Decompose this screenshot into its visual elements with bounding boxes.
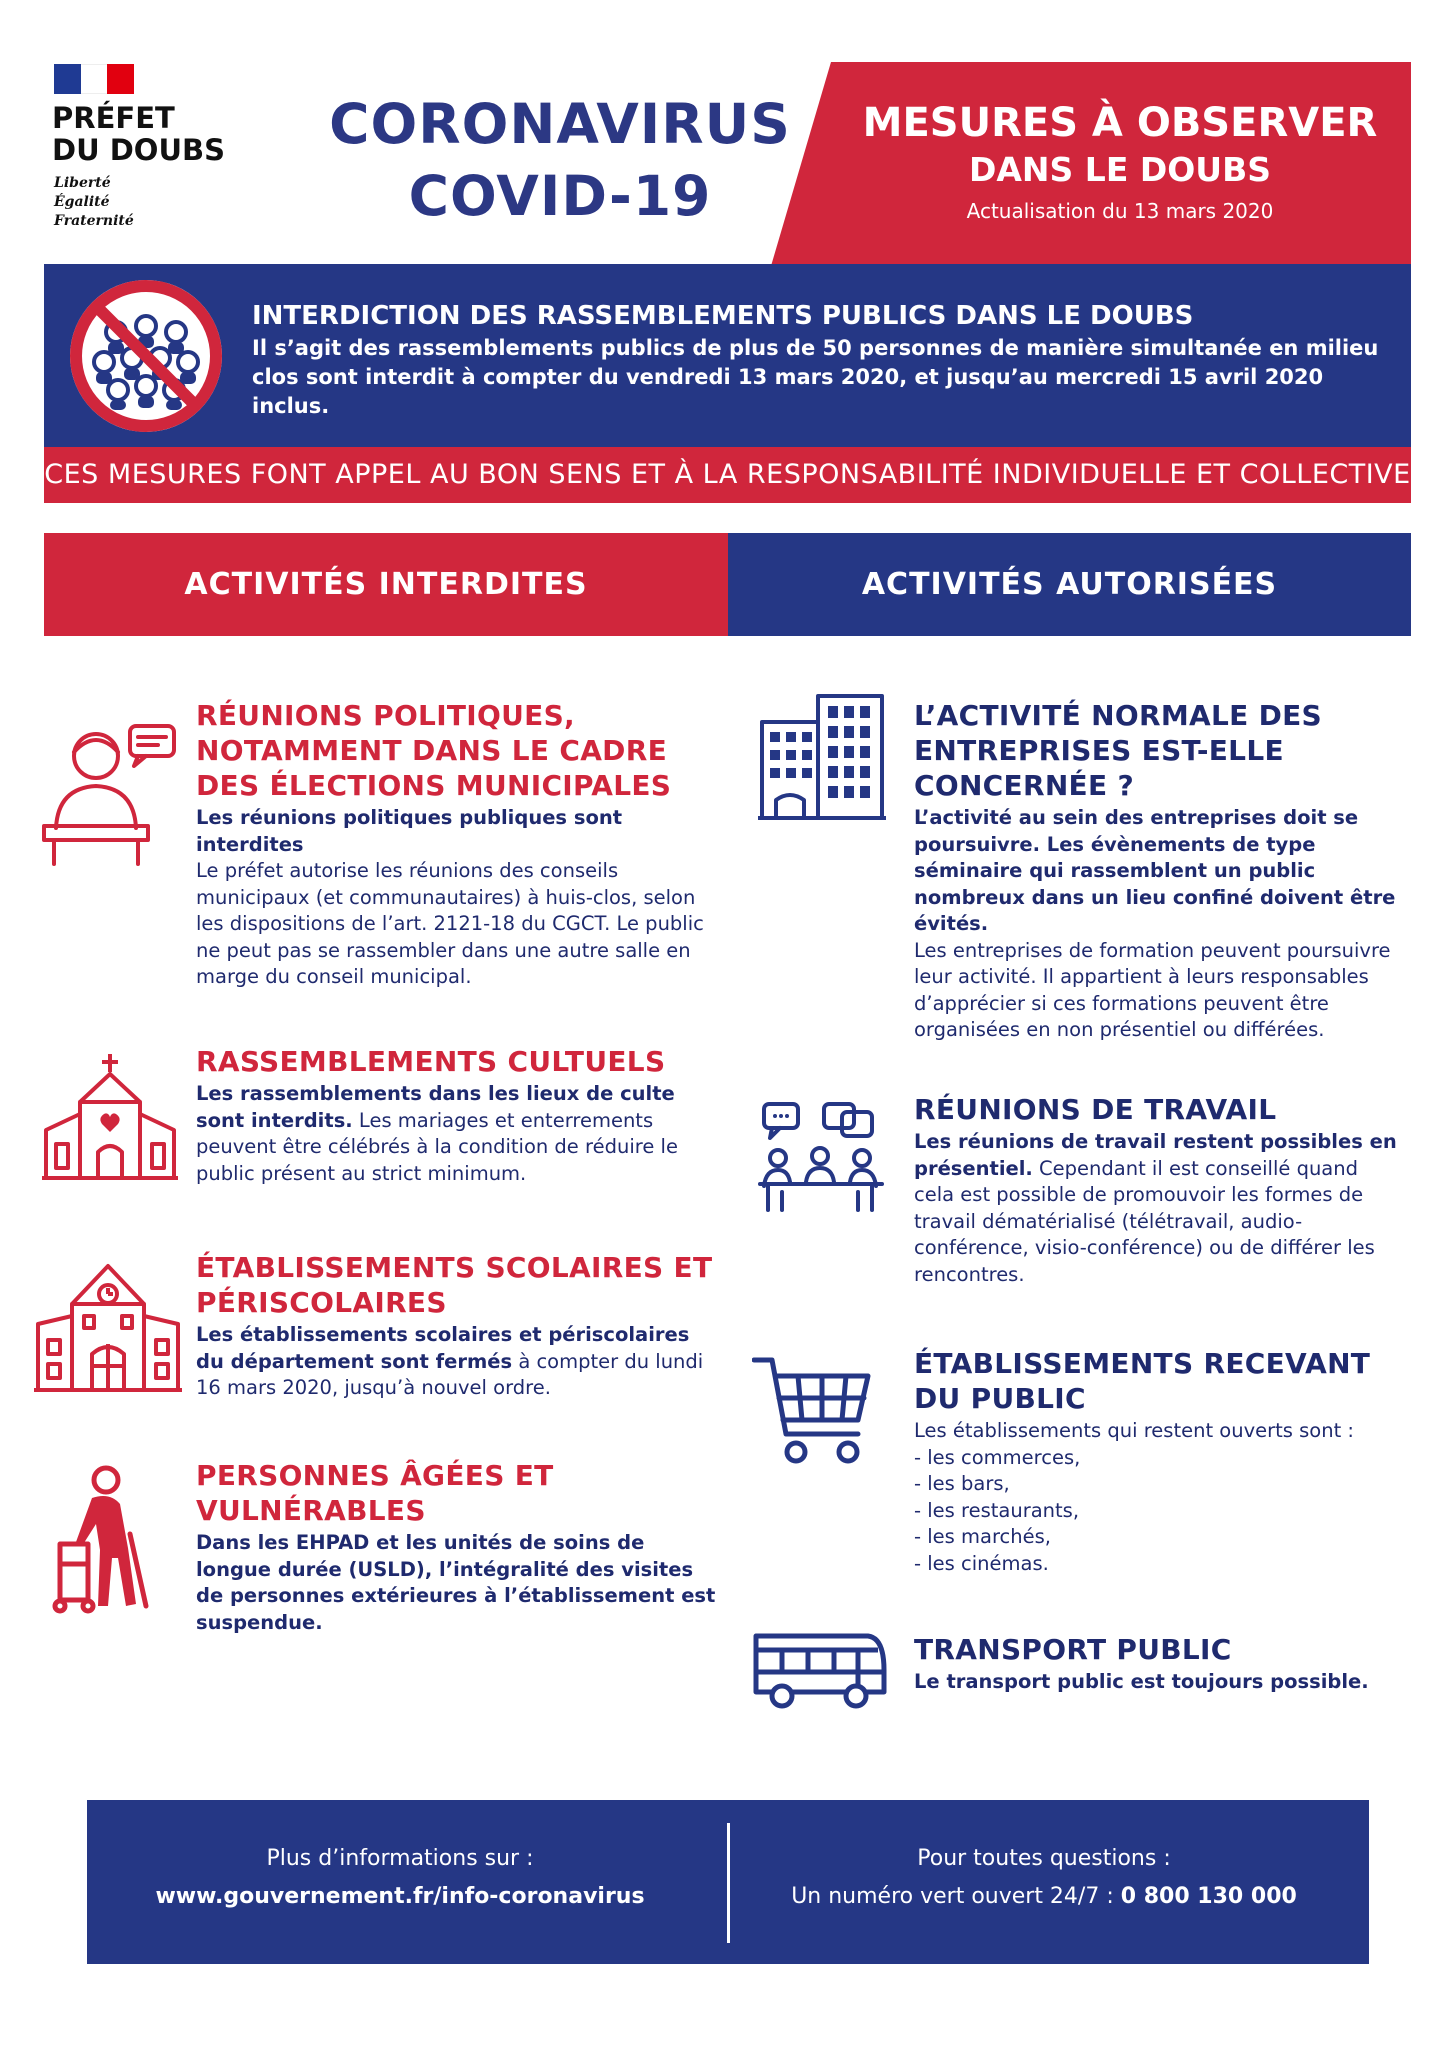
bus-icon: [752, 1630, 888, 1710]
item-body: [914, 1418, 1404, 1577]
motto-egalite: Égalité: [54, 194, 110, 210]
item-body: [914, 1669, 1404, 1696]
church-icon: [40, 1052, 180, 1182]
item-text: Le préfet autorise les réunions des conseils municipaux (et communautaires) à huis-clos, selon les dispositions de l’art. 2121-18 du CGCT. Le public ne peut pas se rassembler dans une autre salle en marge du conseil municipal.: [196, 859, 704, 988]
item-etablissements-scolaires: [196, 1250, 716, 1402]
elderly-walker-icon: [52, 1464, 152, 1614]
list-item: - les marchés,: [914, 1525, 1051, 1548]
item-bold-text: Les rassemblements dans les lieux de culte sont interdits.: [196, 1082, 675, 1132]
item-rassemblements-cultuels: [196, 1044, 716, 1187]
item-reunions-politiques: [196, 698, 716, 991]
item-title: L’ACTIVITÉ NORMALE DES ENTREPRISES EST-ELLE CONCERNÉE ?: [914, 699, 1323, 802]
item-body: [914, 1129, 1404, 1288]
item-body: [196, 805, 716, 991]
list-item: - les bars,: [914, 1472, 1010, 1495]
shopping-cart-icon: [752, 1354, 872, 1466]
footer-phone-number[interactable]: 0 800 130 000: [1120, 1884, 1297, 1909]
item-bold-text: Dans les EHPAD et les unités de soins de longue durée (USLD), l’intégralité des visites de personnes extérieures à l’établissement est suspendue.: [196, 1531, 716, 1634]
republic-motto: [54, 174, 134, 231]
prefecture-name: [52, 102, 225, 166]
item-bold-text: Les établissements scolaires et périscolaires du département sont fermés: [196, 1323, 690, 1373]
item-title: RÉUNIONS DE TRAVAIL: [914, 1093, 1277, 1126]
footer-contact: [744, 1840, 1344, 1916]
footer-info-link[interactable]: www.gouvernement.fr/info-coronavirus: [155, 1884, 645, 1909]
item-reunions-travail: [914, 1092, 1404, 1288]
item-personnes-agees: [196, 1458, 716, 1636]
item-title: RÉUNIONS POLITIQUES, NOTAMMENT DANS LE CADRE DES ÉLECTIONS MUNICIPALES: [196, 699, 672, 802]
header-subtitle: DANS LE DOUBS: [968, 150, 1272, 189]
section-header-autorisees: ACTIVITÉS AUTORISÉES: [728, 533, 1411, 636]
item-title: PERSONNES ÂGÉES ET VULNÉRABLES: [196, 1459, 554, 1527]
french-flag-logo: [54, 64, 134, 94]
ban-text: Il s’agit des rassemblements publics de plus de 50 personnes de manière simultanée en milieu clos sont interdit à compter du vendredi 13 mars 2020, et jusqu’au mercredi 15 avril 2020 inclus.: [252, 336, 1379, 418]
item-body: [914, 805, 1404, 1044]
list-item: - les restaurants,: [914, 1498, 1080, 1522]
item-text: Cependant il est conseillé quand cela est possible de promouvoir les formes de travail dématérialisé (télétravail, audio-conférence, visio-conférence) ou de différer les rencontres.: [914, 1156, 1375, 1286]
item-title: ÉTABLISSEMENTS SCOLAIRES ET PÉRISCOLAIRES: [196, 1251, 713, 1319]
ban-title: INTERDICTION DES RASSEMBLEMENTS PUBLICS DANS LE DOUBS: [252, 301, 1194, 331]
item-bold-text: L’activité au sein des entreprises doit se poursuivre. Les évènements de type séminaire qui rassemblent un public nombreux dans un lieu confiné doivent être évités.: [914, 806, 1396, 935]
prefecture-name-line1: PRÉFET: [52, 101, 175, 135]
footer-contact-line: [744, 1878, 1344, 1916]
prefecture-name-line2: DU DOUBS: [52, 133, 225, 167]
school-icon: [34, 1258, 182, 1394]
responsibility-band-text: CES MESURES FONT APPEL AU BON SENS ET À LA RESPONSABILITÉ INDIVIDUELLE ET COLLECTIVE: [44, 459, 1411, 490]
section-header-interdites: ACTIVITÉS INTERDITES: [44, 533, 728, 636]
item-transport-public: [914, 1632, 1404, 1696]
list-item: - les commerces,: [914, 1445, 1081, 1469]
footer-contact-text: Un numéro vert ouvert 24/7 :: [791, 1884, 1121, 1909]
item-bold-text: Les réunions de travail restent possibles en présentiel.: [914, 1130, 1397, 1180]
item-title: ÉTABLISSEMENTS RECEVANT DU PUBLIC: [914, 1347, 1371, 1415]
header-title: MESURES À OBSERVER: [862, 100, 1378, 146]
footer-info: [100, 1840, 700, 1916]
item-intro: Les établissements qui restent ouverts sont :: [914, 1419, 1355, 1442]
item-title: TRANSPORT PUBLIC: [914, 1633, 1232, 1666]
main-title-line1: CORONAVIRUS: [329, 92, 791, 156]
item-body: [196, 1322, 716, 1402]
motto-fraternite: Fraternité: [54, 213, 134, 229]
footer-info-label: Plus d’informations sur :: [266, 1846, 534, 1871]
item-etablissements-recevant: [914, 1346, 1404, 1577]
no-gathering-icon: [64, 274, 229, 439]
footer-contact-label: Pour toutes questions :: [917, 1846, 1171, 1871]
main-title-line2: COVID-19: [408, 164, 712, 228]
item-title: RASSEMBLEMENTS CULTUELS: [196, 1045, 666, 1078]
item-activite-entreprises: [914, 698, 1404, 1044]
item-body: [196, 1530, 716, 1636]
header-date: Actualisation du 13 mars 2020: [966, 199, 1274, 223]
office-buildings-icon: [758, 692, 886, 822]
list-item: - les cinémas.: [914, 1551, 1049, 1575]
item-text: à compter du lundi 16 mars 2020, jusqu’à nouvel ordre.: [196, 1349, 704, 1399]
meeting-table-icon: [758, 1100, 884, 1212]
speaker-podium-icon: [34, 718, 184, 868]
motto-liberte: Liberté: [54, 175, 111, 191]
item-body: [196, 1081, 716, 1187]
item-text: Les mariages et enterrements peuvent être célébrés à la condition de réduire le public présent au strict minimum.: [196, 1108, 678, 1185]
footer-divider: [727, 1823, 730, 1943]
item-bold-text: Les réunions politiques publiques sont interdites: [196, 806, 623, 856]
item-text: Les entreprises de formation peuvent poursuivre leur activité. Il appartient à leurs responsables d’apprécier si ces formations peuvent être organisées en non présentiel ou différées.: [914, 938, 1391, 1041]
main-title: [300, 88, 820, 232]
item-bold-text: Le transport public est toujours possible.: [914, 1670, 1369, 1693]
